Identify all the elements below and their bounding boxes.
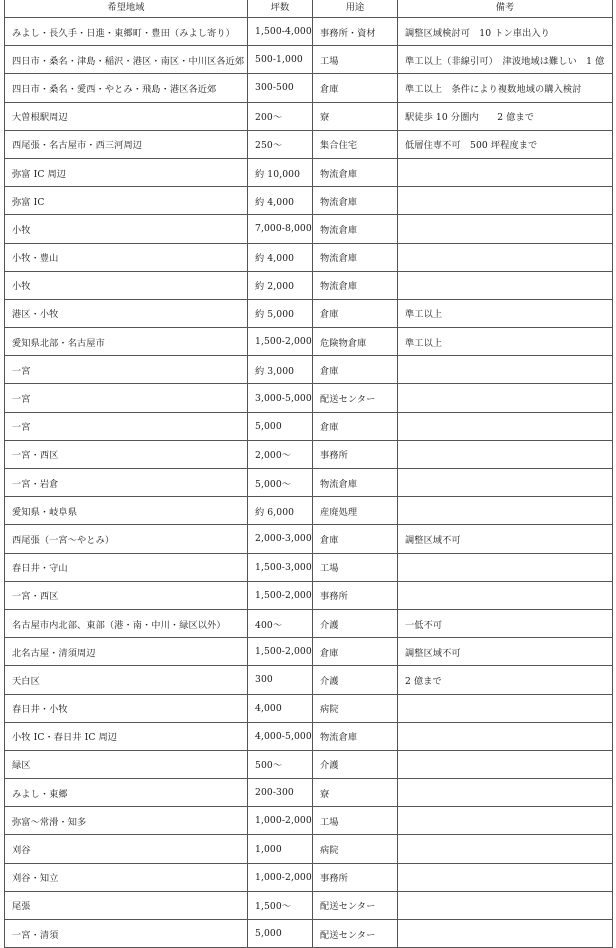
cell-area: 大曽根駅周辺	[5, 102, 248, 130]
table-row	[5, 440, 613, 468]
cell-use: 産廃処理	[313, 497, 398, 525]
table-row	[5, 497, 613, 525]
cell-area: 弥富～常滑・知多	[5, 807, 248, 835]
cell-tsubo: 300	[248, 666, 313, 694]
cell-note	[398, 356, 613, 384]
cell-note: 一低不可	[398, 609, 613, 637]
cell-tsubo: 2,000-3,000	[248, 525, 313, 553]
cell-tsubo: 1,500-3,000	[248, 553, 313, 581]
cell-note	[398, 863, 613, 891]
table-body	[5, 18, 613, 948]
cell-note	[398, 215, 613, 243]
cell-area: 刈谷	[5, 835, 248, 863]
cell-note	[398, 722, 613, 750]
cell-tsubo: 200～	[248, 102, 313, 130]
cell-area: 西尾張（一宮～やとみ）	[5, 525, 248, 553]
table-row	[5, 581, 613, 609]
table-row	[5, 750, 613, 778]
table-row	[5, 835, 613, 863]
cell-use: 物流倉庫	[313, 469, 398, 497]
cell-note	[398, 779, 613, 807]
cell-tsubo: 1,500-2,000	[248, 638, 313, 666]
cell-tsubo: 500～	[248, 750, 313, 778]
cell-use: 物流倉庫	[313, 271, 398, 299]
cell-area: みよし・長久手・日進・東郷町・豊田（みよし寄り）	[5, 18, 248, 46]
cell-tsubo: 4,000	[248, 694, 313, 722]
cell-use: 倉庫	[313, 74, 398, 102]
cell-use: 配送センター	[313, 920, 398, 948]
cell-area: 緑区	[5, 750, 248, 778]
table-row	[5, 356, 613, 384]
cell-note	[398, 920, 613, 948]
table-row	[5, 638, 613, 666]
cell-note	[398, 243, 613, 271]
cell-use: 工場	[313, 553, 398, 581]
cell-note: 調整区域不可	[398, 638, 613, 666]
cell-area: 小牧 IC・春日井 IC 周辺	[5, 722, 248, 750]
table-row	[5, 891, 613, 919]
cell-note: 2 億まで	[398, 666, 613, 694]
cell-area: 港区・小牧	[5, 299, 248, 327]
cell-area: 四日市・桑名・愛西・やとみ・飛島・港区各近郊	[5, 74, 248, 102]
cell-note: 低層住専不可 500 坪程度まで	[398, 130, 613, 158]
cell-use: 事務所・資材	[313, 18, 398, 46]
cell-note	[398, 412, 613, 440]
table-row	[5, 18, 613, 46]
cell-note	[398, 694, 613, 722]
cell-use: 物流倉庫	[313, 243, 398, 271]
cell-use: 病院	[313, 835, 398, 863]
cell-tsubo: 約 10,000	[248, 158, 313, 186]
cell-tsubo: 1,500-4,000	[248, 18, 313, 46]
land-request-table	[4, 0, 613, 948]
cell-tsubo: 約 4,000	[248, 243, 313, 271]
cell-area: 一宮・岩倉	[5, 469, 248, 497]
cell-tsubo: 5,000	[248, 920, 313, 948]
cell-note	[398, 891, 613, 919]
cell-use: 倉庫	[313, 299, 398, 327]
cell-use: 物流倉庫	[313, 187, 398, 215]
cell-area: 弥富 IC 周辺	[5, 158, 248, 186]
cell-note	[398, 271, 613, 299]
cell-use: 病院	[313, 694, 398, 722]
cell-note: 準工以上 条件により複数地域の購入検討	[398, 74, 613, 102]
cell-use: 介護	[313, 666, 398, 694]
cell-tsubo: 1,500-2,000	[248, 581, 313, 609]
cell-note	[398, 581, 613, 609]
cell-area: 一宮・西区	[5, 440, 248, 468]
cell-use: 寮	[313, 779, 398, 807]
table-row	[5, 299, 613, 327]
cell-area: 春日井・守山	[5, 553, 248, 581]
table-row	[5, 412, 613, 440]
cell-area: 弥富 IC	[5, 187, 248, 215]
cell-use: 配送センター	[313, 384, 398, 412]
table-row	[5, 553, 613, 581]
cell-tsubo: 200-300	[248, 779, 313, 807]
cell-note	[398, 553, 613, 581]
cell-area: 小牧	[5, 215, 248, 243]
cell-area: 四日市・桑名・津島・稲沢・港区・南区・中川区各近郊	[5, 46, 248, 74]
cell-area: 尾張	[5, 891, 248, 919]
table-row	[5, 609, 613, 637]
cell-note: 準工以上	[398, 299, 613, 327]
table-row	[5, 666, 613, 694]
cell-tsubo: 約 3,000	[248, 356, 313, 384]
header-use: 用途	[313, 0, 398, 18]
cell-area: 一宮	[5, 384, 248, 412]
cell-area: 春日井・小牧	[5, 694, 248, 722]
cell-use: 寮	[313, 102, 398, 130]
cell-tsubo: 500-1,000	[248, 46, 313, 74]
table-row	[5, 779, 613, 807]
cell-use: 物流倉庫	[313, 158, 398, 186]
cell-use: 集合住宅	[313, 130, 398, 158]
cell-use: 倉庫	[313, 412, 398, 440]
cell-tsubo: 約 4,000	[248, 187, 313, 215]
table-row	[5, 863, 613, 891]
cell-tsubo: 約 6,000	[248, 497, 313, 525]
cell-use: 工場	[313, 46, 398, 74]
cell-area: 天白区	[5, 666, 248, 694]
cell-use: 物流倉庫	[313, 215, 398, 243]
table-row	[5, 694, 613, 722]
cell-use: 倉庫	[313, 525, 398, 553]
cell-note: 調整区域不可	[398, 525, 613, 553]
table-row	[5, 187, 613, 215]
cell-tsubo: 1,000-2,000	[248, 863, 313, 891]
cell-tsubo: 400～	[248, 609, 313, 637]
cell-use: 介護	[313, 609, 398, 637]
table-row	[5, 74, 613, 102]
cell-note: 準工以上（非線引可） 津波地域は難しい 1 億	[398, 46, 613, 74]
cell-area: 小牧	[5, 271, 248, 299]
table-row	[5, 722, 613, 750]
cell-area: 名古屋市内北部、東部（港・南・中川・緑区以外）	[5, 609, 248, 637]
cell-tsubo: 4,000-5,000	[248, 722, 313, 750]
cell-tsubo: 250～	[248, 130, 313, 158]
cell-use: 物流倉庫	[313, 722, 398, 750]
cell-tsubo: 2,000～	[248, 440, 313, 468]
table-row	[5, 920, 613, 948]
cell-tsubo: 1,500～	[248, 891, 313, 919]
cell-tsubo: 3,000-5,000	[248, 384, 313, 412]
table-row	[5, 807, 613, 835]
table-row	[5, 158, 613, 186]
cell-use: 事務所	[313, 863, 398, 891]
cell-tsubo: 約 5,000	[248, 299, 313, 327]
cell-area: 一宮	[5, 356, 248, 384]
cell-area: 一宮・清須	[5, 920, 248, 948]
table-row	[5, 215, 613, 243]
header-tsubo: 坪数	[248, 0, 313, 18]
table-header-row	[5, 0, 613, 18]
cell-tsubo: 1,000-2,000	[248, 807, 313, 835]
cell-note	[398, 187, 613, 215]
table-row	[5, 243, 613, 271]
cell-tsubo: 300-500	[248, 74, 313, 102]
cell-tsubo: 約 2,000	[248, 271, 313, 299]
cell-tsubo: 7,000-8,000	[248, 215, 313, 243]
header-note: 備考	[398, 0, 613, 18]
cell-note	[398, 807, 613, 835]
cell-note	[398, 835, 613, 863]
table-row	[5, 384, 613, 412]
cell-use: 事務所	[313, 581, 398, 609]
cell-tsubo: 1,000	[248, 835, 313, 863]
cell-use: 危険物倉庫	[313, 328, 398, 356]
cell-note: 駅徒歩 10 分圏内 2 億まで	[398, 102, 613, 130]
header-area: 希望地域	[5, 0, 248, 18]
table-row	[5, 102, 613, 130]
cell-use: 倉庫	[313, 356, 398, 384]
cell-area: みよし・東郷	[5, 779, 248, 807]
cell-area: 北名古屋・清須周辺	[5, 638, 248, 666]
cell-use: 配送センター	[313, 891, 398, 919]
cell-area: 小牧・豊山	[5, 243, 248, 271]
cell-note: 調整区域検討可 10 トン車出入り	[398, 18, 613, 46]
cell-use: 事務所	[313, 440, 398, 468]
cell-note: 準工以上	[398, 328, 613, 356]
cell-note	[398, 158, 613, 186]
cell-tsubo: 5,000	[248, 412, 313, 440]
cell-use: 介護	[313, 750, 398, 778]
cell-note	[398, 497, 613, 525]
table-row	[5, 46, 613, 74]
cell-area: 愛知県北部・名古屋市	[5, 328, 248, 356]
cell-tsubo: 1,500-2,000	[248, 328, 313, 356]
table-row	[5, 130, 613, 158]
cell-note	[398, 440, 613, 468]
cell-area: 一宮	[5, 412, 248, 440]
table-row	[5, 271, 613, 299]
cell-area: 刈谷・知立	[5, 863, 248, 891]
table-row	[5, 469, 613, 497]
cell-note	[398, 384, 613, 412]
table-row	[5, 525, 613, 553]
cell-note	[398, 469, 613, 497]
table-row	[5, 328, 613, 356]
cell-area: 一宮・西区	[5, 581, 248, 609]
cell-area: 愛知県・岐阜県	[5, 497, 248, 525]
cell-tsubo: 5,000～	[248, 469, 313, 497]
cell-note	[398, 750, 613, 778]
cell-use: 倉庫	[313, 638, 398, 666]
cell-area: 西尾張・名古屋市・西三河周辺	[5, 130, 248, 158]
cell-use: 工場	[313, 807, 398, 835]
